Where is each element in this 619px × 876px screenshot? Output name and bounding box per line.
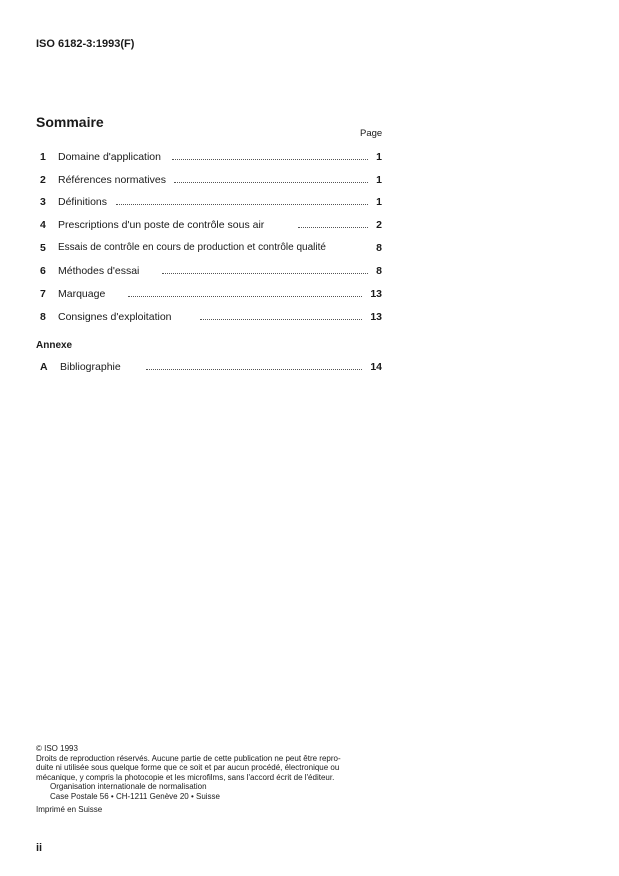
dot-leader	[174, 182, 368, 183]
toc-entry-page: 13	[370, 311, 382, 323]
toc-entry-page: 1	[376, 174, 382, 186]
toc-entry-number: 4	[40, 219, 46, 231]
organization-address: Case Postale 56 • CH-1211 Genève 20 • Suisse	[50, 791, 220, 801]
annex-heading: Annexe	[36, 340, 73, 351]
dot-leader	[200, 319, 362, 320]
page-column-label: Page	[360, 128, 383, 139]
printed-in: Imprimé en Suisse	[36, 805, 103, 814]
toc-entry-label: Références normatives	[58, 174, 166, 186]
dot-leader	[172, 159, 368, 160]
dot-leader	[298, 227, 368, 228]
dot-leader	[162, 273, 368, 274]
toc-entry-number: 2	[40, 174, 46, 186]
toc-entry[interactable]	[36, 174, 382, 188]
page-number: ii	[36, 842, 43, 854]
dot-leader	[146, 369, 362, 370]
toc-entry[interactable]	[36, 196, 382, 210]
toc-entry[interactable]	[36, 288, 382, 302]
toc-entry-page: 8	[376, 242, 382, 254]
toc-entry-label: Essais de contrôle en cours de production et contrôle qualité	[58, 242, 326, 253]
toc-entry-page: 8	[376, 265, 382, 277]
toc-title: Sommaire	[36, 114, 104, 130]
toc-entry-page: 13	[370, 288, 382, 300]
rights-text: duite ni utilisée sous quelque forme que ce soit et par aucun procédé, électronique ou	[36, 763, 340, 772]
toc-entry[interactable]	[36, 311, 382, 325]
toc-entry-number: 1	[40, 151, 46, 163]
annex-entry-letter: A	[40, 361, 48, 373]
toc-entry[interactable]	[36, 265, 382, 279]
toc-entry[interactable]	[36, 151, 382, 165]
toc-entry[interactable]	[36, 219, 382, 233]
toc-entry-page: 1	[376, 151, 382, 163]
document-header: ISO 6182-3:1993(F)	[36, 38, 135, 50]
toc-entry-number: 6	[40, 265, 46, 277]
toc-entry-label: Consignes d'exploitation	[58, 311, 172, 323]
rights-text: mécanique, y compris la photocopie et les microfilms, sans l'accord écrit de l'éditeur.	[36, 772, 335, 782]
annex-entry[interactable]	[36, 361, 382, 375]
toc-entry-label: Marquage	[58, 288, 106, 300]
dot-leader	[116, 204, 368, 205]
toc-entry-label: Prescriptions d'un poste de contrôle sous air	[58, 219, 265, 231]
toc-entry-label: Définitions	[58, 196, 108, 208]
organization-name: Organisation internationale de normalisation	[50, 782, 207, 791]
toc-entry-label: Méthodes d'essai	[58, 265, 140, 277]
copyright-notice	[36, 744, 382, 815]
toc-entry-page: 1	[376, 196, 382, 208]
toc-entry[interactable]	[36, 242, 382, 256]
toc-entry-number: 8	[40, 311, 46, 323]
copyright-line: © ISO 1993	[36, 744, 78, 753]
toc-entry-label: Domaine d'application	[58, 151, 161, 163]
annex-entry-label: Bibliographie	[60, 361, 121, 373]
dot-leader	[128, 296, 362, 297]
rights-text: Droits de reproduction réservés. Aucune partie de cette publication ne peut être repro-	[36, 753, 341, 763]
toc-entry-number: 3	[40, 196, 46, 208]
toc-entry-number: 7	[40, 288, 46, 300]
annex-entry-page: 14	[370, 361, 382, 373]
toc-entry-page: 2	[376, 219, 382, 231]
toc-entry-number: 5	[40, 242, 46, 254]
